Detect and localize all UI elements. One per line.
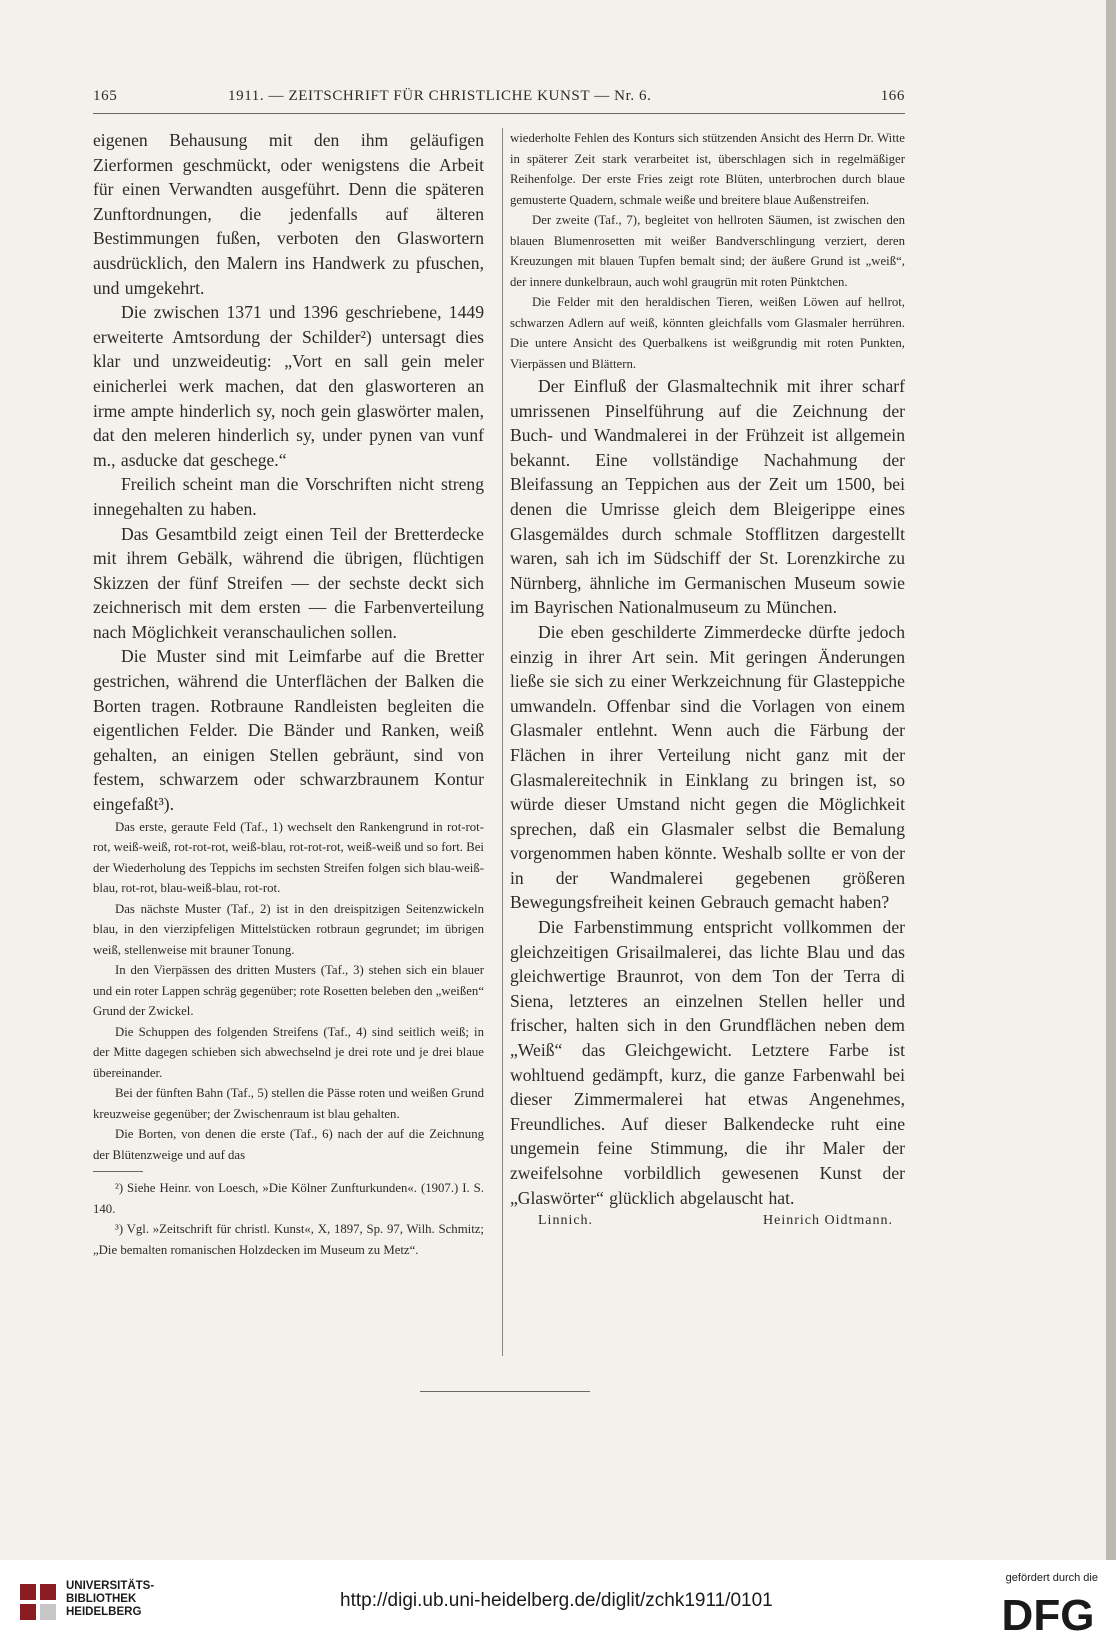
footnote: ²) Siehe Heinr. von Loesch, »Die Kölner Zunfturkunden«. (1907.) I. S. 140. (93, 1181, 484, 1216)
dfg-logo-icon (998, 1590, 1098, 1636)
paragraph: eigenen Behausung mit den ihm geläufigen Zierformen geschmückt, oder wenigstens die Arbeit für einen Verwandten ausgeführt. Denn die späteren Zunftordnungen, die jedenfalls auf älteren Bestimmungen fußen, verboten den Glaswortern ausdrücklich, den Malern ins Handwerk zu pfuschen, und umgekehrt. (93, 130, 484, 298)
signature-author: Heinrich Oidtmann. (763, 1213, 893, 1229)
column-divider (502, 128, 503, 1356)
right-column (510, 128, 905, 1232)
small-paragraph: wiederholte Fehlen des Konturs sich stützenden Ansicht des Herrn Dr. Witte in späterer Zeit stark verarbeitet ist, überschlagen sich in regelmäßiger Reihenfolge. Der erste Fries zeigt rote Blüten, unterbrochen durch blaue gemusterte Quadern, schmale weiße und breitere blaue Außenstreifen. (510, 131, 905, 207)
small-paragraph: Die Schuppen des folgenden Streifens (Taf., 4) sind seitlich weiß; in der Mitte dagegen schieben sich abwechselnd je drei rote und je drei blaue übereinander. (93, 1024, 484, 1080)
funded-by-label: gefördert durch die (1005, 1572, 1098, 1584)
page-number-left: 165 (93, 88, 118, 104)
journal-title: 1911. — ZEITSCHRIFT FÜR CHRISTLICHE KUNST — Nr. 6. (228, 88, 652, 104)
small-paragraph: In den Vierpässen des dritten Musters (Taf., 3) stehen sich ein blauer und ein roter Lappen schräg gegenüber; rote Rosetten beleben den „weißen“ Grund der Zwickel. (93, 963, 484, 1019)
permalink-url[interactable]: http://digi.ub.uni-heidelberg.de/diglit/zchk1911/0101 (340, 1590, 773, 1611)
signature-line (510, 1210, 905, 1232)
small-paragraph: Der zweite (Taf., 7), begleitet von hellroten Säumen, ist zwischen den blauen Blumenrosetten mit weißer Bandverschlingung verziert, deren Kreuzungen mit blauen Tupfen bemalt sind; der äußere Grund ist „weiß“, der innere dunkelbraun, auch wohl graugrün mit roten Pünktchen. (510, 213, 905, 289)
viewer-footer (0, 1560, 1116, 1645)
small-paragraph: Die Borten, von denen die erste (Taf., 6) nach der auf die Zeichnung der Blütenzweige und auf das (93, 1127, 484, 1162)
left-column (93, 128, 484, 1260)
svg-text:DFG: DFG (1001, 1591, 1095, 1636)
footnote: ³) Vgl. »Zeitschrift für christl. Kunst«, X, 1897, Sp. 97, Wilh. Schmitz; „Die bemalten romanischen Holzdecken im Museum zu Metz“. (93, 1222, 484, 1257)
paragraph: Die eben geschilderte Zimmerdecke dürfte jedoch einzig in ihrer Art sein. Mit geringen Änderungen ließe sie sich zu einer Werkzeichnung für Glasteppiche umwandeln. Offenbar sind die Vorlagen von einem Glasmaler entlehnt. Wenn auch die Färbung der Flächen in ihrer Verteilung nicht ganz mit der Glasmalereitechnik in Einklang zu bringen ist, so würde dieser Umstand nicht gegen die Möglichkeit sprechen, daß ein Glasmaler selbst die Bemalung vorgenommen haben könnte. Weshalb sollte er von der in der Wandmalerei gegebenen größeren Bewegungsfreiheit keinen Gebrauch gemacht haben? (510, 621, 905, 913)
paragraph: Der Einfluß der Glasmaltechnik mit ihrer scharf umrissenen Pinselführung auf die Zeichnung der Buch- und Wandmalerei in der Frühzeit ist allgemein bekannt. Eine vollständige Nachahmung der Bleifassung an Teppichen aus der Zeit um 1500, bei denen die Umrisse gleich dem Bleigerippe eines Glasgemäldes durch schmale Stofflitzen dargestellt waren, sah ich im Südschiff der St. Lorenzkirche zu Nürnberg, ähnliche im Germanischen Museum sowie im Bayrischen Nationalmuseum zu München. (510, 376, 905, 618)
page-edge-shadow (1106, 0, 1116, 1560)
page-number-right: 166 (880, 88, 905, 104)
end-rule (420, 1391, 590, 1392)
small-paragraph: Bei der fünften Bahn (Taf., 5) stellen die Pässe roten und weißen Grund kreuzweise gegenüber; der Zwischenraum ist blau gehalten. (93, 1086, 484, 1121)
small-paragraph: Die Felder mit den heraldischen Tieren, weißen Löwen auf hellrot, schwarzen Adlern auf weiß, könnten gleichfalls vom Glasmaler herrühren. Die untere Ansicht des Querbalkens ist weißgrundig mit roten Punkten, Vierpässen und Blättern. (510, 295, 905, 371)
small-paragraph: Das nächste Muster (Taf., 2) ist in den dreispitzigen Seitenzwickeln blau, in den vierzipfeligen Mittelstücken rotbraun gegrundet; im übrigen weiß, stellenweise mit brauner Tonung. (93, 901, 484, 957)
paragraph: Freilich scheint man die Vorschriften nicht streng innegehalten zu haben. (93, 474, 484, 519)
paragraph: Die zwischen 1371 und 1396 geschriebene, 1449 erweiterte Amtsordung der Schilder²) untersagt dies klar und unzweideutig: „Vort en sall gein meler einicherlei werk machen, dat den glasworteren an irme ampte hinderlich sy, noch gein glaswörter malen, dat den meleren hinderlich sy, under pynen van vunf m., asducke dat geschege.“ (93, 302, 484, 470)
paragraph: Die Muster sind mit Leimfarbe auf die Bretter gestrichen, während die Unterflächen der Balken die Borten tragen. Rotbraune Randleisten begleiten die eigentlichen Felder. Die Bänder und Ranken, weiß gehalten, an einigen Stellen gebräunt, sind von festem, schwarzem oder schwarzbraunem Kontur eingefaßt³). (93, 646, 484, 815)
small-paragraph: Das erste, geraute Feld (Taf., 1) wechselt den Rankengrund in rot-rot-rot, weiß-weiß, rot-rot-rot, weiß-blau, rot-rot-rot, weiß-weiß und so fort. Bei der Wiederholung des Teppichs im sechsten Streifen folgen sich blau-weiß-blau, rot-rot, blau-weiß-blau, rot-rot. (93, 819, 484, 896)
running-header (93, 88, 905, 110)
paragraph: Die Farbenstimmung entspricht vollkommen der gleichzeitigen Grisailmalerei, das lichte Blau und das gleichwertige Braunrot, von dem Ton der Terra di Siena, letzteres an einzelnen Stellen heller und frischer, halten sich in den Grundflächen neben dem „Weiß“ das Gleichgewicht. Letztere Farbe ist wohltuend gedämpft, kurz, die ganze Farbenwahl bei dieser Zimmermalerei hat etwas Angenehmes, Freundliches. Auf dieser Balkendecke ruht eine ungemein feine Stimmung, die ihr Maler der zweifelsohne vorbildlich gewesenen Kunst der „Glaswörter“ glücklich abgelauscht hat. (510, 917, 905, 1208)
signature-place: Linnich. (538, 1213, 594, 1229)
library-name: UNIVERSITÄTS- BIBLIOTHEK HEIDELBERG (66, 1580, 155, 1618)
university-library-logo-icon (18, 1582, 58, 1622)
paragraph: Das Gesamtbild zeigt einen Teil der Bretterdecke mit ihrem Gebälk, während die übrigen, flüchtigen Skizzen der fünf Streifen — der sechste deckt sich zeichnerisch mit dem ersten — die Farbenverteilung nach Möglichkeit veranschaulichen sollen. (93, 523, 484, 642)
footnote-rule (93, 1171, 143, 1172)
header-rule (93, 113, 905, 114)
